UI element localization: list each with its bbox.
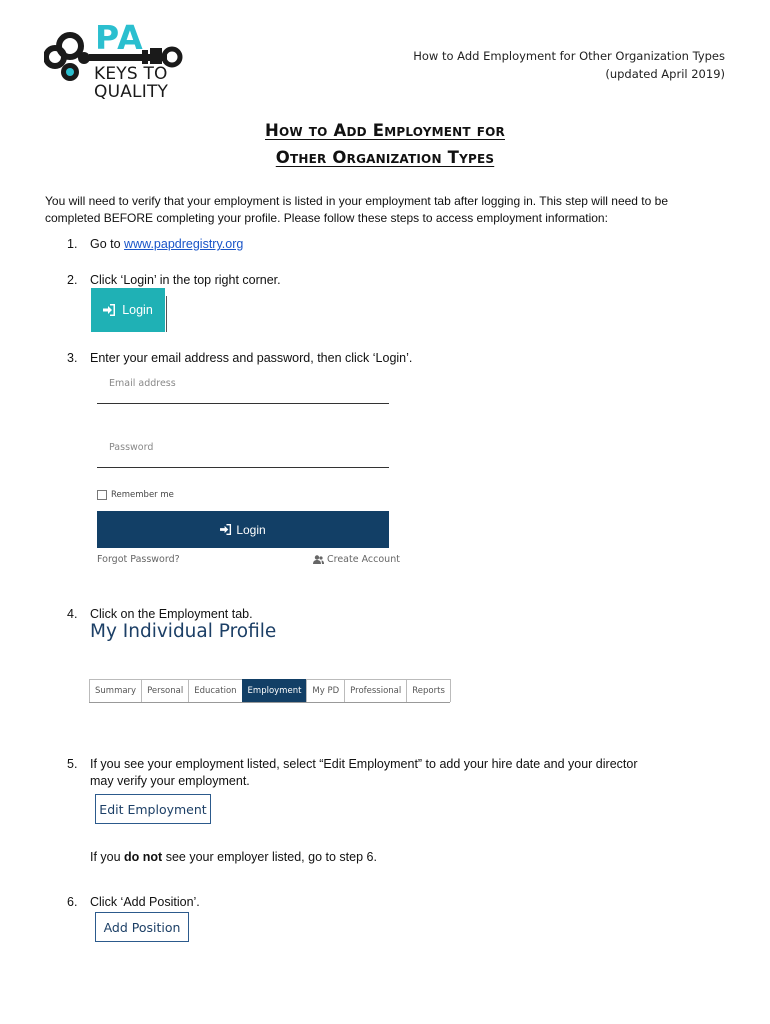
remember-me-checkbox[interactable] xyxy=(97,490,107,500)
users-icon xyxy=(313,555,324,564)
page-title-line1: How to Add Employment for xyxy=(265,121,505,140)
tab-employment[interactable]: Employment xyxy=(242,679,308,702)
login-button-screenshot[interactable] xyxy=(91,288,165,332)
tab-my-pd[interactable]: My PD xyxy=(306,679,345,702)
header-note-title: How to Add Employment for Other Organization Types xyxy=(413,49,725,63)
profile-tabs xyxy=(89,679,450,703)
email-field-label: Email address xyxy=(109,378,176,389)
step-number: 1. xyxy=(67,237,78,251)
logo-keys-to-text: KEYS TO xyxy=(94,64,168,84)
step-number: 6. xyxy=(67,895,78,909)
step-text: Click ‘Add Position’. xyxy=(90,895,200,909)
step-2 xyxy=(67,272,281,289)
password-field-label: Password xyxy=(109,442,154,453)
header-note xyxy=(413,47,725,83)
step-text: Enter your email address and password, then click ‘Login’. xyxy=(90,351,413,365)
step-6 xyxy=(67,894,200,911)
note-emphasis: do not xyxy=(124,850,163,864)
profile-title: My Individual Profile xyxy=(90,621,277,642)
tab-reports[interactable]: Reports xyxy=(406,679,451,702)
tab-professional[interactable]: Professional xyxy=(344,679,407,702)
create-account-label: Create Account xyxy=(327,554,400,565)
step-5-note xyxy=(90,850,377,864)
sign-in-icon xyxy=(103,304,116,316)
login-button-label: Login xyxy=(122,303,153,317)
step-3 xyxy=(67,350,412,367)
page-title xyxy=(0,117,770,171)
header-note-date: (updated April 2019) xyxy=(605,67,725,81)
intro-paragraph: You will need to verify that your employment is listed in your employment tab after logging in. This step will need to be completed BEFORE completing your profile. Please follow these steps to access employment information: xyxy=(45,194,668,225)
step-number: 2. xyxy=(67,273,78,287)
step-number: 5. xyxy=(67,757,78,771)
step-text: Go to xyxy=(90,237,125,251)
step-5 xyxy=(67,756,707,790)
remember-me[interactable] xyxy=(97,490,174,500)
registry-link[interactable]: www.papdregistry.org xyxy=(124,237,244,251)
step-1 xyxy=(67,236,243,253)
tab-education[interactable]: Education xyxy=(188,679,242,702)
forgot-password-link[interactable]: Forgot Password? xyxy=(97,554,180,565)
step-text: If you see your employment listed, select “Edit Employment” to add your hire date and your director xyxy=(90,757,638,771)
email-field[interactable] xyxy=(97,403,389,404)
create-account-link[interactable] xyxy=(313,554,400,565)
login-submit-button[interactable] xyxy=(97,511,389,548)
step-text: Click on the Employment tab. xyxy=(90,607,253,621)
divider xyxy=(166,296,167,332)
password-field[interactable] xyxy=(97,467,389,468)
note-prefix: If you xyxy=(90,850,125,864)
remember-me-label: Remember me xyxy=(111,490,174,500)
step-text-continued: may verify your employment. xyxy=(90,774,250,788)
tab-summary[interactable]: Summary xyxy=(89,679,142,702)
logo xyxy=(44,20,184,102)
login-submit-label: Login xyxy=(236,522,266,537)
page-title-line2: Other Organization Types xyxy=(275,148,495,167)
sign-in-icon xyxy=(220,524,232,535)
tab-personal[interactable]: Personal xyxy=(141,679,189,702)
edit-employment-button[interactable]: Edit Employment xyxy=(95,794,211,824)
step-number: 4. xyxy=(67,607,78,621)
step-number: 3. xyxy=(67,351,78,365)
logo-pa-text: PA xyxy=(95,18,144,57)
note-suffix: see your employer listed, go to step 6. xyxy=(162,850,377,864)
logo-quality-text: QUALITY xyxy=(94,82,169,102)
add-position-button[interactable]: Add Position xyxy=(95,912,189,942)
step-text: Click ‘Login’ in the top right corner. xyxy=(90,273,281,287)
